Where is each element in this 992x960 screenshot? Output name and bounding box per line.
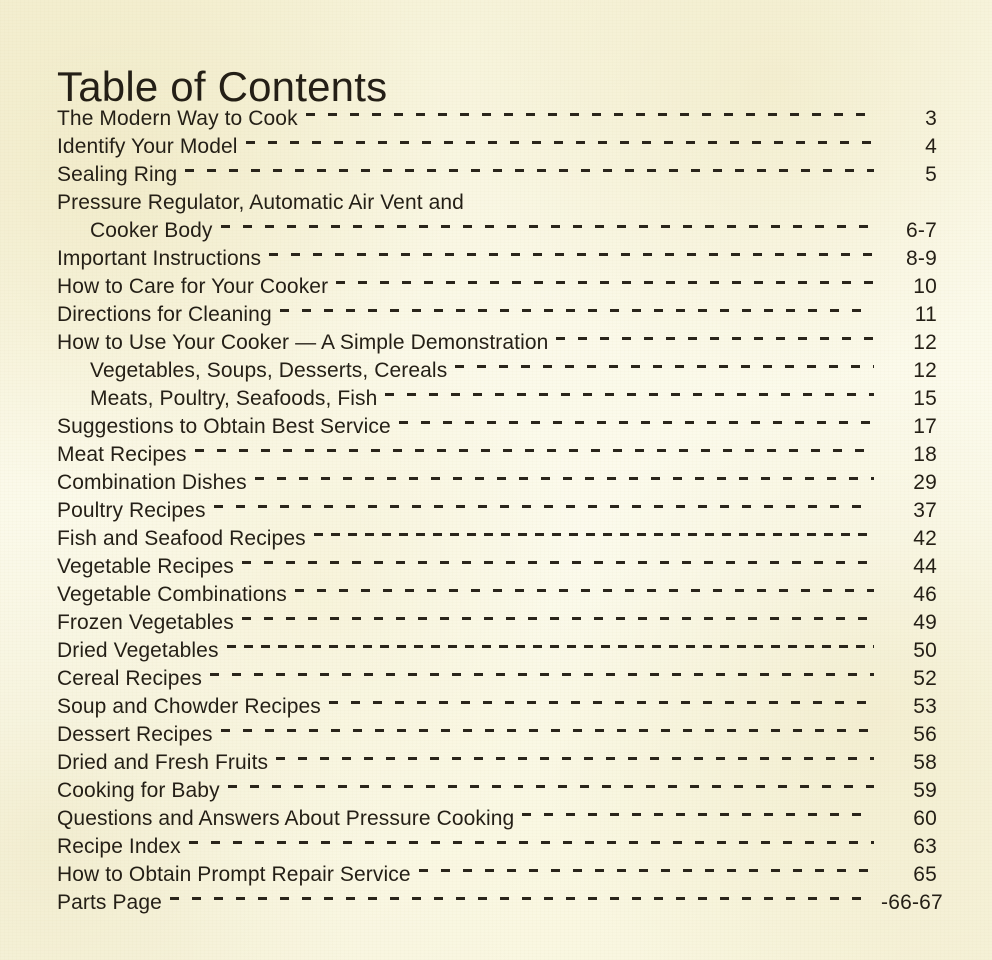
toc-leader-dots <box>221 211 875 232</box>
toc-entry-label: Important Instructions <box>57 247 262 270</box>
toc-leader-dots <box>170 883 874 904</box>
toc-entry-label: Dried Vegetables <box>57 639 219 662</box>
toc-page-number: 17 <box>913 415 937 438</box>
toc-leader-dots <box>399 407 874 428</box>
toc-page-number: 50 <box>913 639 937 662</box>
toc-page-number: 46 <box>913 583 937 606</box>
toc-entry-label: Pressure Regulator, Automatic Air Vent and <box>57 191 464 214</box>
toc-leader-dots <box>455 351 874 372</box>
toc-leader-dots <box>314 519 874 540</box>
toc-leader-dots <box>276 743 874 764</box>
toc-leader-dots <box>280 295 874 316</box>
toc-leader-dots <box>210 659 874 680</box>
toc-entry-label: How to Care for Your Cooker <box>57 275 329 298</box>
toc-entry-label: Dessert Recipes <box>57 723 213 746</box>
toc-page-number: 53 <box>913 695 937 718</box>
toc-page-number: 42 <box>913 527 937 550</box>
toc-entry-label: Poultry Recipes <box>57 499 206 522</box>
toc-page-number: 11 <box>914 303 937 326</box>
toc-entry-label: Questions and Answers About Pressure Cooking <box>57 807 515 830</box>
toc-entry-label: Soup and Chowder Recipes <box>57 695 321 718</box>
toc-page-number: 12 <box>913 359 937 382</box>
toc-entry-label: Identify Your Model <box>57 135 238 158</box>
table-of-contents-list <box>57 104 943 916</box>
toc-page-number: 18 <box>913 443 937 466</box>
toc-entry-label: Vegetable Recipes <box>57 555 234 578</box>
toc-entry-label: How to Obtain Prompt Repair Service <box>57 863 411 886</box>
toc-leader-dots <box>522 799 874 820</box>
toc-leader-dots <box>255 463 874 484</box>
page-title: Table of Contents <box>57 63 388 111</box>
toc-page-number: 59 <box>913 779 937 802</box>
toc-page-number: 4 <box>925 135 937 158</box>
toc-page-number: 56 <box>913 723 937 746</box>
toc-leader-dots <box>214 491 874 512</box>
toc-leader-dots <box>329 687 874 708</box>
toc-entry-label: Recipe Index <box>57 835 181 858</box>
toc-page-number: -66-67 <box>881 891 943 914</box>
toc-page-number: 37 <box>913 499 937 522</box>
toc-leader-dots <box>556 323 874 344</box>
toc-leader-dots <box>189 827 874 848</box>
toc-leader-dots <box>336 267 874 288</box>
toc-entry-label: Cereal Recipes <box>57 667 202 690</box>
toc-entry-label: The Modern Way to Cook <box>57 107 298 130</box>
toc-entry-label: Meat Recipes <box>57 443 187 466</box>
toc-entry-label: Sealing Ring <box>57 163 178 186</box>
toc-leader-dots <box>295 575 874 596</box>
toc-entry-label: How to Use Your Cooker — A Simple Demonstration <box>57 331 549 354</box>
toc-leader-dots <box>185 155 874 176</box>
toc-page-number: 49 <box>913 611 937 634</box>
toc-page-number: 3 <box>925 107 937 130</box>
toc-entry-label: Frozen Vegetables <box>57 611 234 634</box>
toc-leader-dots <box>385 379 874 400</box>
toc-entry-label: Suggestions to Obtain Best Service <box>57 415 391 438</box>
toc-page-number: 8-9 <box>906 247 937 270</box>
toc-page-number: 15 <box>913 387 937 410</box>
toc-page-number: 12 <box>913 331 937 354</box>
toc-leader-dots <box>419 855 874 876</box>
toc-entry-label: Meats, Poultry, Seafoods, Fish <box>90 387 378 410</box>
toc-entry-label: Vegetable Combinations <box>57 583 287 606</box>
toc-leader-dots <box>269 239 874 260</box>
toc-entry-label: Vegetables, Soups, Desserts, Cereals <box>90 359 448 382</box>
toc-page-number: 58 <box>913 751 937 774</box>
toc-entry-label: Fish and Seafood Recipes <box>57 527 306 550</box>
toc-page-number: 6-7 <box>906 219 937 242</box>
toc-page-number: 44 <box>913 555 937 578</box>
toc-page-number: 65 <box>913 863 937 886</box>
toc-page-number: 52 <box>913 667 937 690</box>
toc-page-number: 63 <box>913 835 937 858</box>
toc-leader-dots <box>242 547 874 568</box>
toc-entry-label: Parts Page <box>57 891 162 914</box>
toc-entry-label: Combination Dishes <box>57 471 247 494</box>
toc-page-number: 10 <box>913 275 937 298</box>
toc-leader-dots <box>221 715 874 736</box>
toc-leader-dots <box>195 435 874 456</box>
toc-leader-dots <box>242 603 874 624</box>
toc-page-number: 5 <box>925 163 937 186</box>
toc-page-number: 29 <box>913 471 937 494</box>
toc-entry-label: Cooker Body <box>90 219 213 242</box>
toc-leader-dots <box>228 771 874 792</box>
toc-leader-dots <box>227 631 874 652</box>
toc-leader-dots <box>472 183 874 204</box>
toc-entry-label: Directions for Cleaning <box>57 303 272 326</box>
toc-entry[interactable] <box>57 888 943 916</box>
toc-entry-label: Dried and Fresh Fruits <box>57 751 269 774</box>
toc-page-number: 60 <box>913 807 937 830</box>
toc-entry-label: Cooking for Baby <box>57 779 220 802</box>
toc-leader-dots <box>306 99 874 120</box>
toc-leader-dots <box>246 127 874 148</box>
